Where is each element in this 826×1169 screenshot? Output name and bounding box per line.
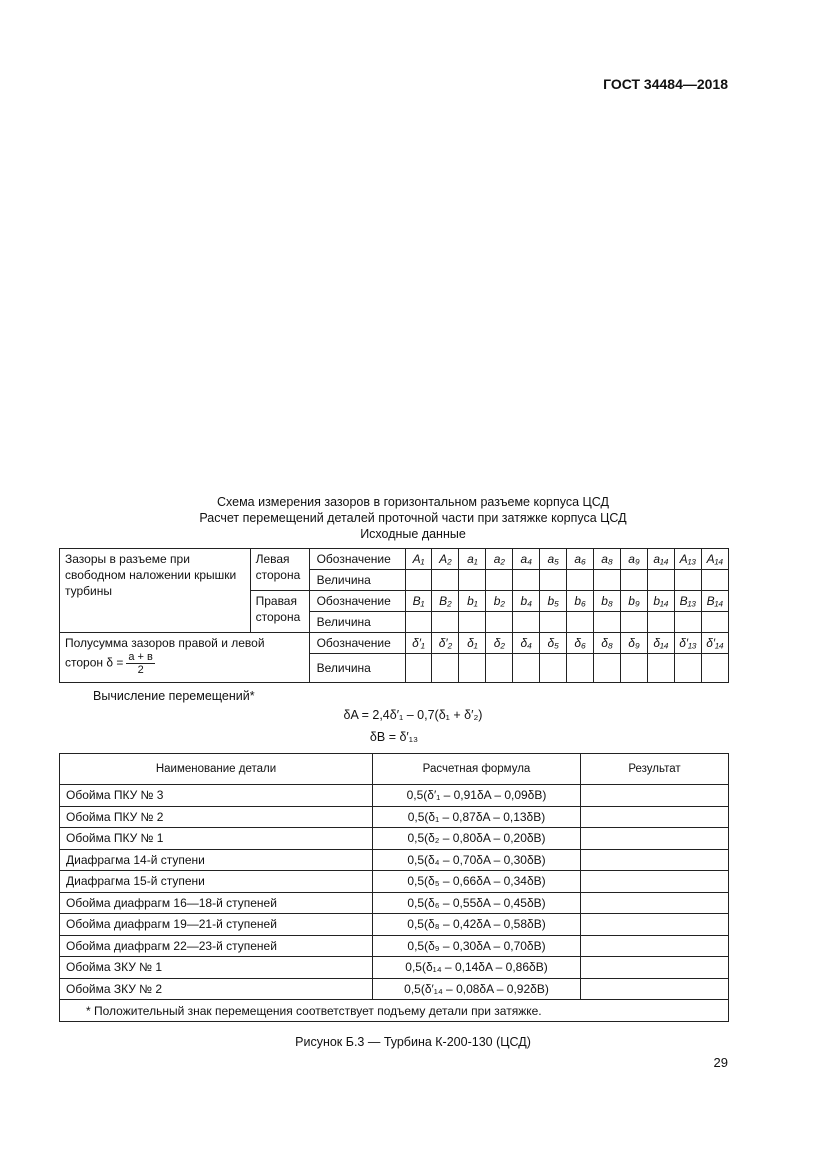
symbol-cell: A₁: [405, 549, 432, 570]
value-cell: [459, 654, 486, 683]
symbol-cell: δ₁: [459, 633, 486, 654]
value-cell: [459, 570, 486, 591]
part-name: Обойма диафрагм 19—21-й ступеней: [60, 914, 373, 936]
value-cell: [567, 570, 594, 591]
part-name: Обойма ЗКУ № 2: [60, 978, 373, 1000]
value-label: Величина: [309, 612, 405, 633]
part-name: Обойма ЗКУ № 1: [60, 957, 373, 979]
symbol-cell: B₁: [405, 591, 432, 612]
symbol-cell: δ₂: [486, 633, 513, 654]
symbol-cell: δ₆: [567, 633, 594, 654]
value-cell: [674, 654, 701, 683]
value-cell: [432, 570, 459, 591]
value-cell: [459, 612, 486, 633]
symbol-cell: a₅: [540, 549, 567, 570]
value-cell: [674, 612, 701, 633]
left-side-label: Левая сторона: [250, 549, 309, 591]
designation-label: Обозначение: [309, 549, 405, 570]
part-formula: 0,5(δ₂ – 0,80δA – 0,20δB): [373, 828, 581, 850]
symbol-cell: b₁₄: [647, 591, 674, 612]
symbol-cell: δ₁₄: [647, 633, 674, 654]
document-number: ГОСТ 34484—2018: [603, 76, 728, 92]
value-cell: [594, 570, 621, 591]
part-name: Обойма ПКУ № 3: [60, 785, 373, 807]
column-header: Наименование детали: [60, 754, 373, 785]
symbol-cell: a₈: [594, 549, 621, 570]
value-cell: [621, 654, 648, 683]
value-cell: [405, 654, 432, 683]
page-number: 29: [713, 1055, 728, 1070]
value-cell: [647, 612, 674, 633]
symbol-cell: A₂: [432, 549, 459, 570]
result-cell: [581, 871, 729, 893]
symbol-cell: b₁: [459, 591, 486, 612]
value-cell: [540, 654, 567, 683]
value-label: Величина: [309, 570, 405, 591]
value-cell: [674, 570, 701, 591]
part-formula: 0,5(δ₈ – 0,42δA – 0,58δB): [373, 914, 581, 936]
value-cell: [540, 612, 567, 633]
half-sum-label: Полусумма зазоров правой и левой сторон δ = $\frac{a + в}{2}$: [60, 633, 310, 683]
symbol-cell: a₁: [459, 549, 486, 570]
table-row: [60, 935, 729, 957]
symbol-cell: δ′₁: [405, 633, 432, 654]
table-row: [60, 849, 729, 871]
result-cell: [581, 828, 729, 850]
value-cell: [621, 570, 648, 591]
symbol-cell: a₄: [513, 549, 540, 570]
value-cell: [567, 612, 594, 633]
symbol-cell: δ′₂: [432, 633, 459, 654]
value-cell: [486, 654, 513, 683]
value-cell: [701, 570, 728, 591]
result-cell: [581, 785, 729, 807]
symbol-cell: a₁₄: [647, 549, 674, 570]
figure-titles: [0, 494, 826, 542]
symbol-cell: δ₉: [621, 633, 648, 654]
result-cell: [581, 849, 729, 871]
part-formula: 0,5(δ′₁ – 0,91δA – 0,09δB): [373, 785, 581, 807]
part-formula: 0,5(δ₁ – 0,87δA – 0,13δB): [373, 806, 581, 828]
symbol-cell: B₁₃: [674, 591, 701, 612]
symbol-cell: A₁₄: [701, 549, 728, 570]
table-row: [60, 978, 729, 1000]
result-cell: [581, 806, 729, 828]
part-formula: 0,5(δ₆ – 0,55δA – 0,45δB): [373, 892, 581, 914]
result-cell: [581, 935, 729, 957]
value-cell: [701, 612, 728, 633]
value-cell: [405, 612, 432, 633]
gaps-label: Зазоры в разъеме при свободном наложении крышки турбины: [60, 549, 251, 633]
title-line-1: Схема измерения зазоров в горизонтальном разъеме корпуса ЦСД: [216, 495, 610, 509]
column-header: Расчетная формула: [373, 754, 581, 785]
title-line-2: Расчет перемещений деталей проточной части при затяжке корпуса ЦСД: [199, 511, 627, 525]
gaps-table: [59, 548, 729, 683]
value-cell: [594, 654, 621, 683]
part-name: Диафрагма 15-й ступени: [60, 871, 373, 893]
fraction-denominator: 2: [137, 664, 144, 676]
value-cell: [513, 570, 540, 591]
symbol-cell: δ₄: [513, 633, 540, 654]
title-line-3: Исходные данные: [360, 527, 466, 541]
value-cell: [513, 612, 540, 633]
value-cell: [486, 612, 513, 633]
value-cell: [701, 654, 728, 683]
table-row: [60, 957, 729, 979]
part-formula: 0,5(δ₄ – 0,70δA – 0,30δB): [373, 849, 581, 871]
result-cell: [581, 914, 729, 936]
results-table: [59, 753, 729, 1022]
value-cell: [486, 570, 513, 591]
table-row: [60, 785, 729, 807]
result-cell: [581, 978, 729, 1000]
part-formula: 0,5(δ₅ – 0,66δA – 0,34δB): [373, 871, 581, 893]
calc-heading: Вычисление перемещений*: [93, 689, 255, 703]
table-row: [60, 871, 729, 893]
value-cell: [540, 570, 567, 591]
result-cell: [581, 892, 729, 914]
part-formula: 0,5(δ′₁₄ – 0,08δA – 0,92δB): [373, 978, 581, 1000]
figure-caption: Рисунок Б.3 — Турбина К-200-130 (ЦСД): [295, 1035, 531, 1049]
value-cell: [567, 654, 594, 683]
designation-label: Обозначение: [309, 591, 405, 612]
value-cell: [594, 612, 621, 633]
part-name: Обойма ПКУ № 1: [60, 828, 373, 850]
symbol-cell: A₁₃: [674, 549, 701, 570]
formula-delta-b: δB = δ′₁₃: [369, 730, 419, 744]
symbol-cell: b₄: [513, 591, 540, 612]
part-formula: 0,5(δ₁₄ – 0,14δA – 0,86δB): [373, 957, 581, 979]
value-cell: [432, 654, 459, 683]
value-label: Величина: [309, 654, 405, 683]
value-cell: [513, 654, 540, 683]
part-name: Обойма диафрагм 16—18-й ступеней: [60, 892, 373, 914]
part-name: Обойма диафрагм 22—23-й ступеней: [60, 935, 373, 957]
symbol-cell: b₆: [567, 591, 594, 612]
part-name: Обойма ПКУ № 2: [60, 806, 373, 828]
part-formula: 0,5(δ₉ – 0,30δA – 0,70δB): [373, 935, 581, 957]
symbol-cell: b₉: [621, 591, 648, 612]
symbol-cell: B₁₄: [701, 591, 728, 612]
value-cell: [647, 654, 674, 683]
table-row: [60, 914, 729, 936]
symbol-cell: a₆: [567, 549, 594, 570]
table-row: [60, 828, 729, 850]
symbol-cell: δ₈: [594, 633, 621, 654]
part-name: Диафрагма 14-й ступени: [60, 849, 373, 871]
footnote: * Положительный знак перемещения соответствует подъему детали при затяжке.: [60, 1000, 729, 1022]
formula-delta-a: δA = 2,4δ′₁ – 0,7(δ₁ + δ′₂): [343, 708, 483, 722]
value-cell: [405, 570, 432, 591]
symbol-cell: a₂: [486, 549, 513, 570]
symbol-cell: b₈: [594, 591, 621, 612]
symbol-cell: b₅: [540, 591, 567, 612]
value-cell: [647, 570, 674, 591]
symbol-cell: δ₅: [540, 633, 567, 654]
column-header: Результат: [581, 754, 729, 785]
fraction-numerator: a + в: [128, 651, 153, 663]
symbol-cell: δ′₁₃: [674, 633, 701, 654]
symbol-cell: δ′₁₄: [701, 633, 728, 654]
symbol-cell: a₉: [621, 549, 648, 570]
symbol-cell: b₂: [486, 591, 513, 612]
symbol-cell: B₂: [432, 591, 459, 612]
result-cell: [581, 957, 729, 979]
table-row: [60, 806, 729, 828]
half-sum-fraction: [126, 651, 155, 676]
table-row: [60, 892, 729, 914]
value-cell: [621, 612, 648, 633]
designation-label: Обозначение: [309, 633, 405, 654]
right-side-label: Правая сторона: [250, 591, 309, 633]
value-cell: [432, 612, 459, 633]
